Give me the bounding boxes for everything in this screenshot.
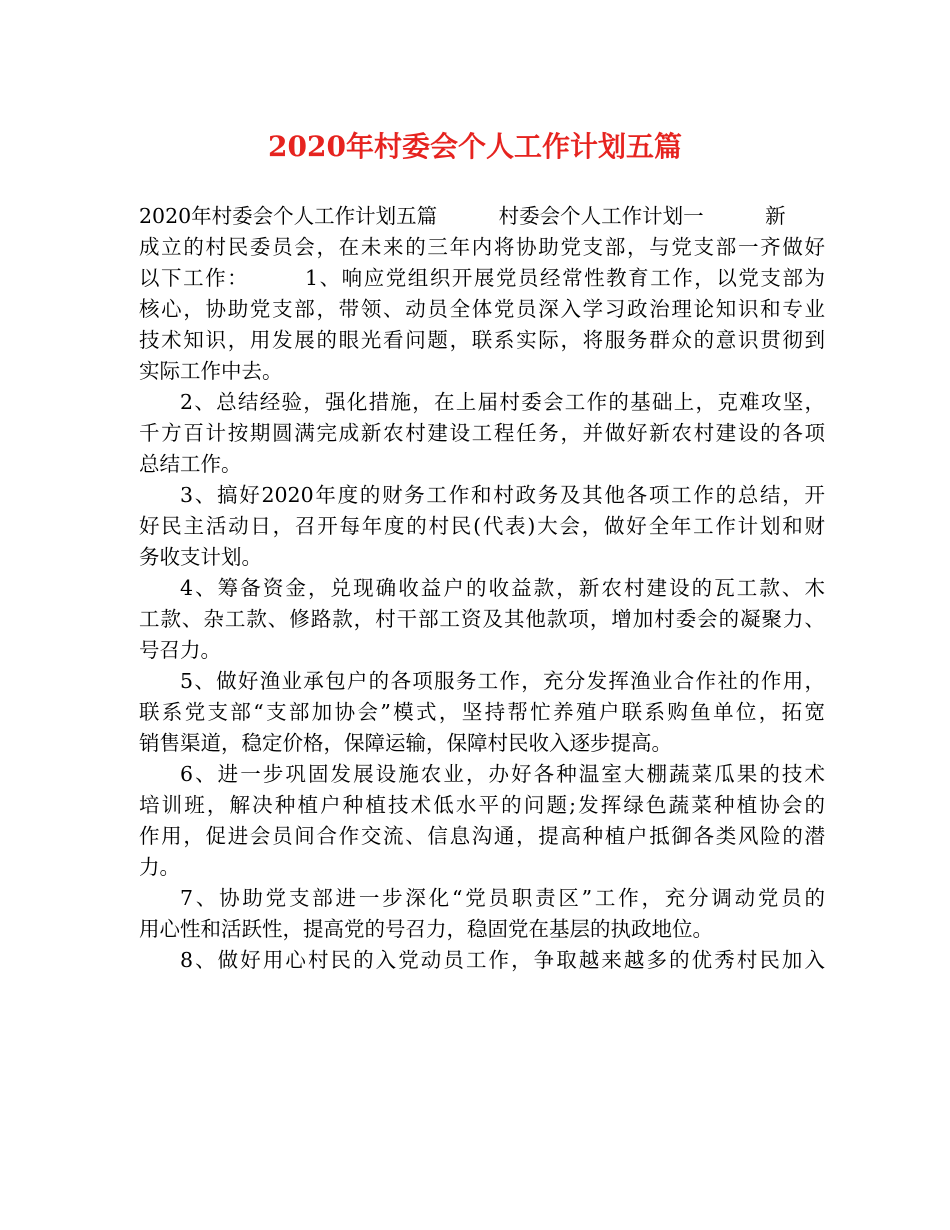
paragraph-line: 培训班，解决种植户种植技术低水平的问题;发挥绿色蔬菜种植协会的	[139, 793, 825, 817]
paragraph-line: 技术知识，用发展的眼光看问题，联系实际，将服务群众的意识贯彻到	[139, 328, 825, 352]
paragraph-line: 5、做好渔业承包户的各项服务工作，充分发挥渔业合作社的作用，	[180, 669, 825, 693]
paragraph-line: 2、总结经验，强化措施，在上届村委会工作的基础上，克难攻坚，	[180, 390, 825, 414]
document-title: 2020年村委会个人工作计划五篇	[268, 130, 682, 163]
paragraph-line: 千方百计按期圆满完成新农村建设工程任务，并做好新农村建设的各项	[139, 421, 825, 445]
paragraph-line: 3、搞好2020年度的财务工作和村政务及其他各项工作的总结，开	[180, 483, 825, 507]
paragraph-line: 联系党支部“支部加协会”模式，坚持帮忙养殖户联系购鱼单位，拓宽	[139, 700, 825, 724]
paragraph-line: 7、协助党支部进一步深化“党员职责区”工作，充分调动党员的	[180, 886, 825, 910]
paragraph-line: 8、做好用心村民的入党动员工作，争取越来越多的优秀村民加入	[180, 948, 825, 972]
document-body	[139, 201, 825, 976]
paragraph-line: 力。	[139, 855, 180, 879]
paragraph-line: 务收支计划。	[139, 545, 262, 569]
paragraph-line: 6、进一步巩固发展设施农业，办好各种温室大棚蔬菜瓜果的技术	[180, 762, 825, 786]
paragraph-line: 号召力。	[139, 638, 221, 662]
paragraph-line: 好民主活动日，召开每年度的村民(代表)大会，做好全年工作计划和财	[139, 514, 825, 538]
paragraph-line: 总结工作。	[139, 452, 242, 476]
paragraph-line: 销售渠道，稳定价格，保障运输，保障村民收入逐步提高。	[139, 731, 672, 755]
paragraph-line: 2020年村委会个人工作计划五篇 村委会个人工作计划一 新	[139, 204, 786, 228]
paragraph-line: 成立的村民委员会，在未来的三年内将协助党支部，与党支部一齐做好	[139, 235, 825, 259]
paragraph-line: 核心，协助党支部，带领、动员全体党员深入学习政治理论知识和专业	[139, 297, 825, 321]
paragraph-line: 4、筹备资金，兑现确收益户的收益款，新农村建设的瓦工款、木	[180, 576, 825, 600]
paragraph-line: 工款、杂工款、修路款，村干部工资及其他款项，增加村委会的凝聚力、	[139, 607, 825, 631]
paragraph-line: 以下工作： 1、响应党组织开展党员经常性教育工作，以党支部为	[139, 266, 825, 290]
paragraph-line: 用心性和活跃性，提高党的号召力，稳固党在基层的执政地位。	[139, 917, 713, 941]
paragraph-line: 作用，促进会员间合作交流、信息沟通，提高种植户抵御各类风险的潜	[139, 824, 825, 848]
paragraph-line: 实际工作中去。	[139, 359, 283, 383]
